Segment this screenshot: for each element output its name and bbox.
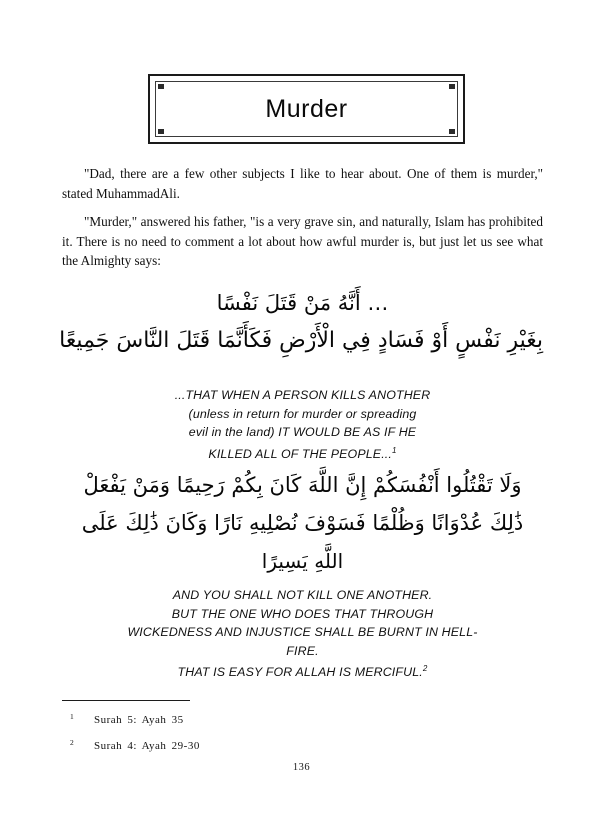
translation-line: BUT THE ONE WHO DOES THAT THROUGH (171, 606, 434, 621)
footnote-area (62, 700, 543, 765)
footnote-text: Surah 4: Ayah 29-30 (94, 740, 200, 752)
chapter-title: Murder (265, 94, 348, 123)
translation-line: ...THAT WHEN A PERSON KILLS ANOTHER (174, 388, 431, 402)
frame-corner-stud-top-right (449, 84, 455, 89)
arabic-line: … أَنَّهُ مَنْ قَتَلَ نَفْسًا (216, 291, 389, 315)
arabic-line: اللَّهِ يَسِيرًا (261, 549, 344, 573)
translation-line-text: THAT IS EASY FOR ALLAH IS MERCIFUL. (177, 665, 423, 680)
frame-corner-stud-bottom-right (449, 129, 455, 134)
frame-corner-stud-top-left (158, 84, 164, 89)
body-paragraph-1: "Dad, there are a few other subjects I like to hear about. One of them is murder," stated MuhammadAli. (62, 166, 543, 201)
translation-line: (unless in return for murder or spreading (188, 406, 417, 421)
body-paragraph-2: "Murder," answered his father, "is a very grave sin, and naturally, Islam has prohibited it. There is no need to comment a lot about how awful murder is, but just let us see what the Almighty says: (62, 214, 543, 268)
translation-line: FIRE. (286, 643, 319, 658)
footnote-marker: 1 (70, 712, 74, 721)
arabic-quotation-1 (59, 284, 543, 360)
translation-line: AND YOU SHALL NOT KILL ONE ANOTHER. (172, 588, 433, 602)
translation-line: evil in the land) IT WOULD BE AS IF HE (188, 425, 417, 440)
arabic-line: بِغَيْرِ نَفْسٍ أَوْ فَسَادٍ فِي الْأَرْضِ فَكَأَنَّمَا قَتَلَ النَّاسَ جَمِيعًا (59, 328, 543, 353)
chapter-title-frame (148, 74, 465, 144)
body-text (62, 164, 543, 271)
arabic-line: ذَٰلِكَ عُدْوَانًا وَظُلْمًا فَسَوْفَ نُصْلِيهِ نَارًا وَكَانَ ذَٰلِكَ عَلَى (81, 511, 524, 535)
footnote-item (62, 739, 543, 754)
footnote-reference-2[interactable]: 2 (422, 664, 428, 674)
translation-line-with-footnote (62, 660, 543, 682)
translation-line-text: KILLED ALL OF THE PEOPLE... (208, 446, 392, 461)
footnote-reference-1[interactable]: 1 (391, 445, 397, 455)
arabic-line: وَلَا تَقْتُلُوا أَنْفُسَكُمْ إِنَّ اللَّهَ كَانَ بِكُمْ رَحِيمًا وَمَنْ يَفْعَلْ (83, 473, 522, 497)
translation-block-1 (62, 386, 543, 464)
page-number: 136 (292, 762, 311, 773)
frame-corner-stud-bottom-left (158, 129, 164, 134)
footnote-item (62, 713, 543, 728)
arabic-quotation-2 (62, 466, 543, 580)
translation-line: WICKEDNESS AND INJUSTICE SHALL BE BURNT IN HELL- (127, 625, 478, 640)
footnote-marker: 2 (70, 738, 74, 747)
footnote-separator-rule (62, 700, 190, 701)
chapter-title-inner-frame (155, 81, 458, 137)
translation-line-with-footnote (62, 442, 543, 464)
footnote-text: Surah 5: Ayah 35 (94, 714, 184, 726)
translation-block-2 (62, 586, 543, 682)
